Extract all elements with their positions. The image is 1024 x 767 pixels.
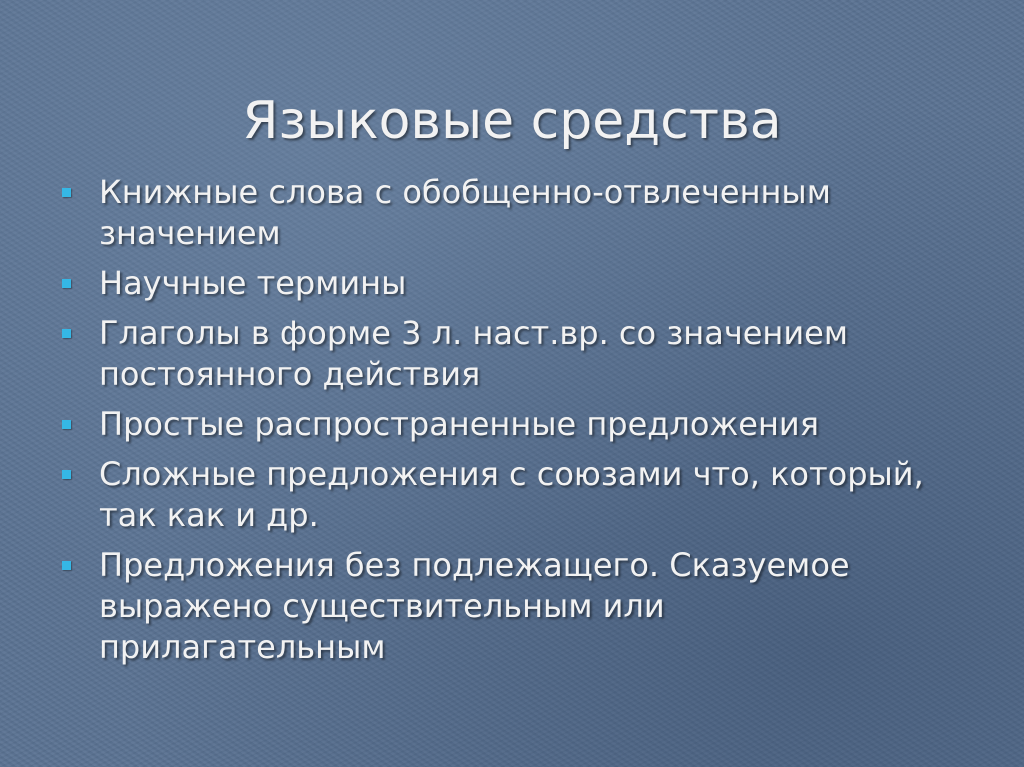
bullet-item (60, 404, 960, 445)
square-bullet-icon (62, 561, 71, 570)
bullet-list (60, 172, 960, 677)
square-bullet-icon (62, 470, 71, 479)
bullet-text: Книжные слова с обобщенно-отвлеченным значением (99, 173, 831, 252)
bullet-text: Предложения без подлежащего. Сказуемое выражено существительным или прилагательным (99, 546, 850, 666)
bullet-item (60, 545, 960, 668)
bullet-text: Простые распространенные предложения (99, 405, 819, 443)
slide-title: Языковые средства (242, 91, 782, 151)
bullet-item (60, 172, 960, 254)
square-bullet-icon (62, 420, 71, 429)
bullet-item (60, 263, 960, 304)
bullet-text: Глаголы в форме 3 л. наст.вр. со значением постоянного действия (99, 314, 848, 393)
square-bullet-icon (62, 188, 71, 197)
bullet-text: Сложные предложения с союзами что, который, так как и др. (99, 455, 924, 534)
square-bullet-icon (62, 329, 71, 338)
bullet-item (60, 454, 960, 536)
bullet-text: Научные термины (99, 264, 407, 302)
square-bullet-icon (62, 279, 71, 288)
bullet-item (60, 313, 960, 395)
